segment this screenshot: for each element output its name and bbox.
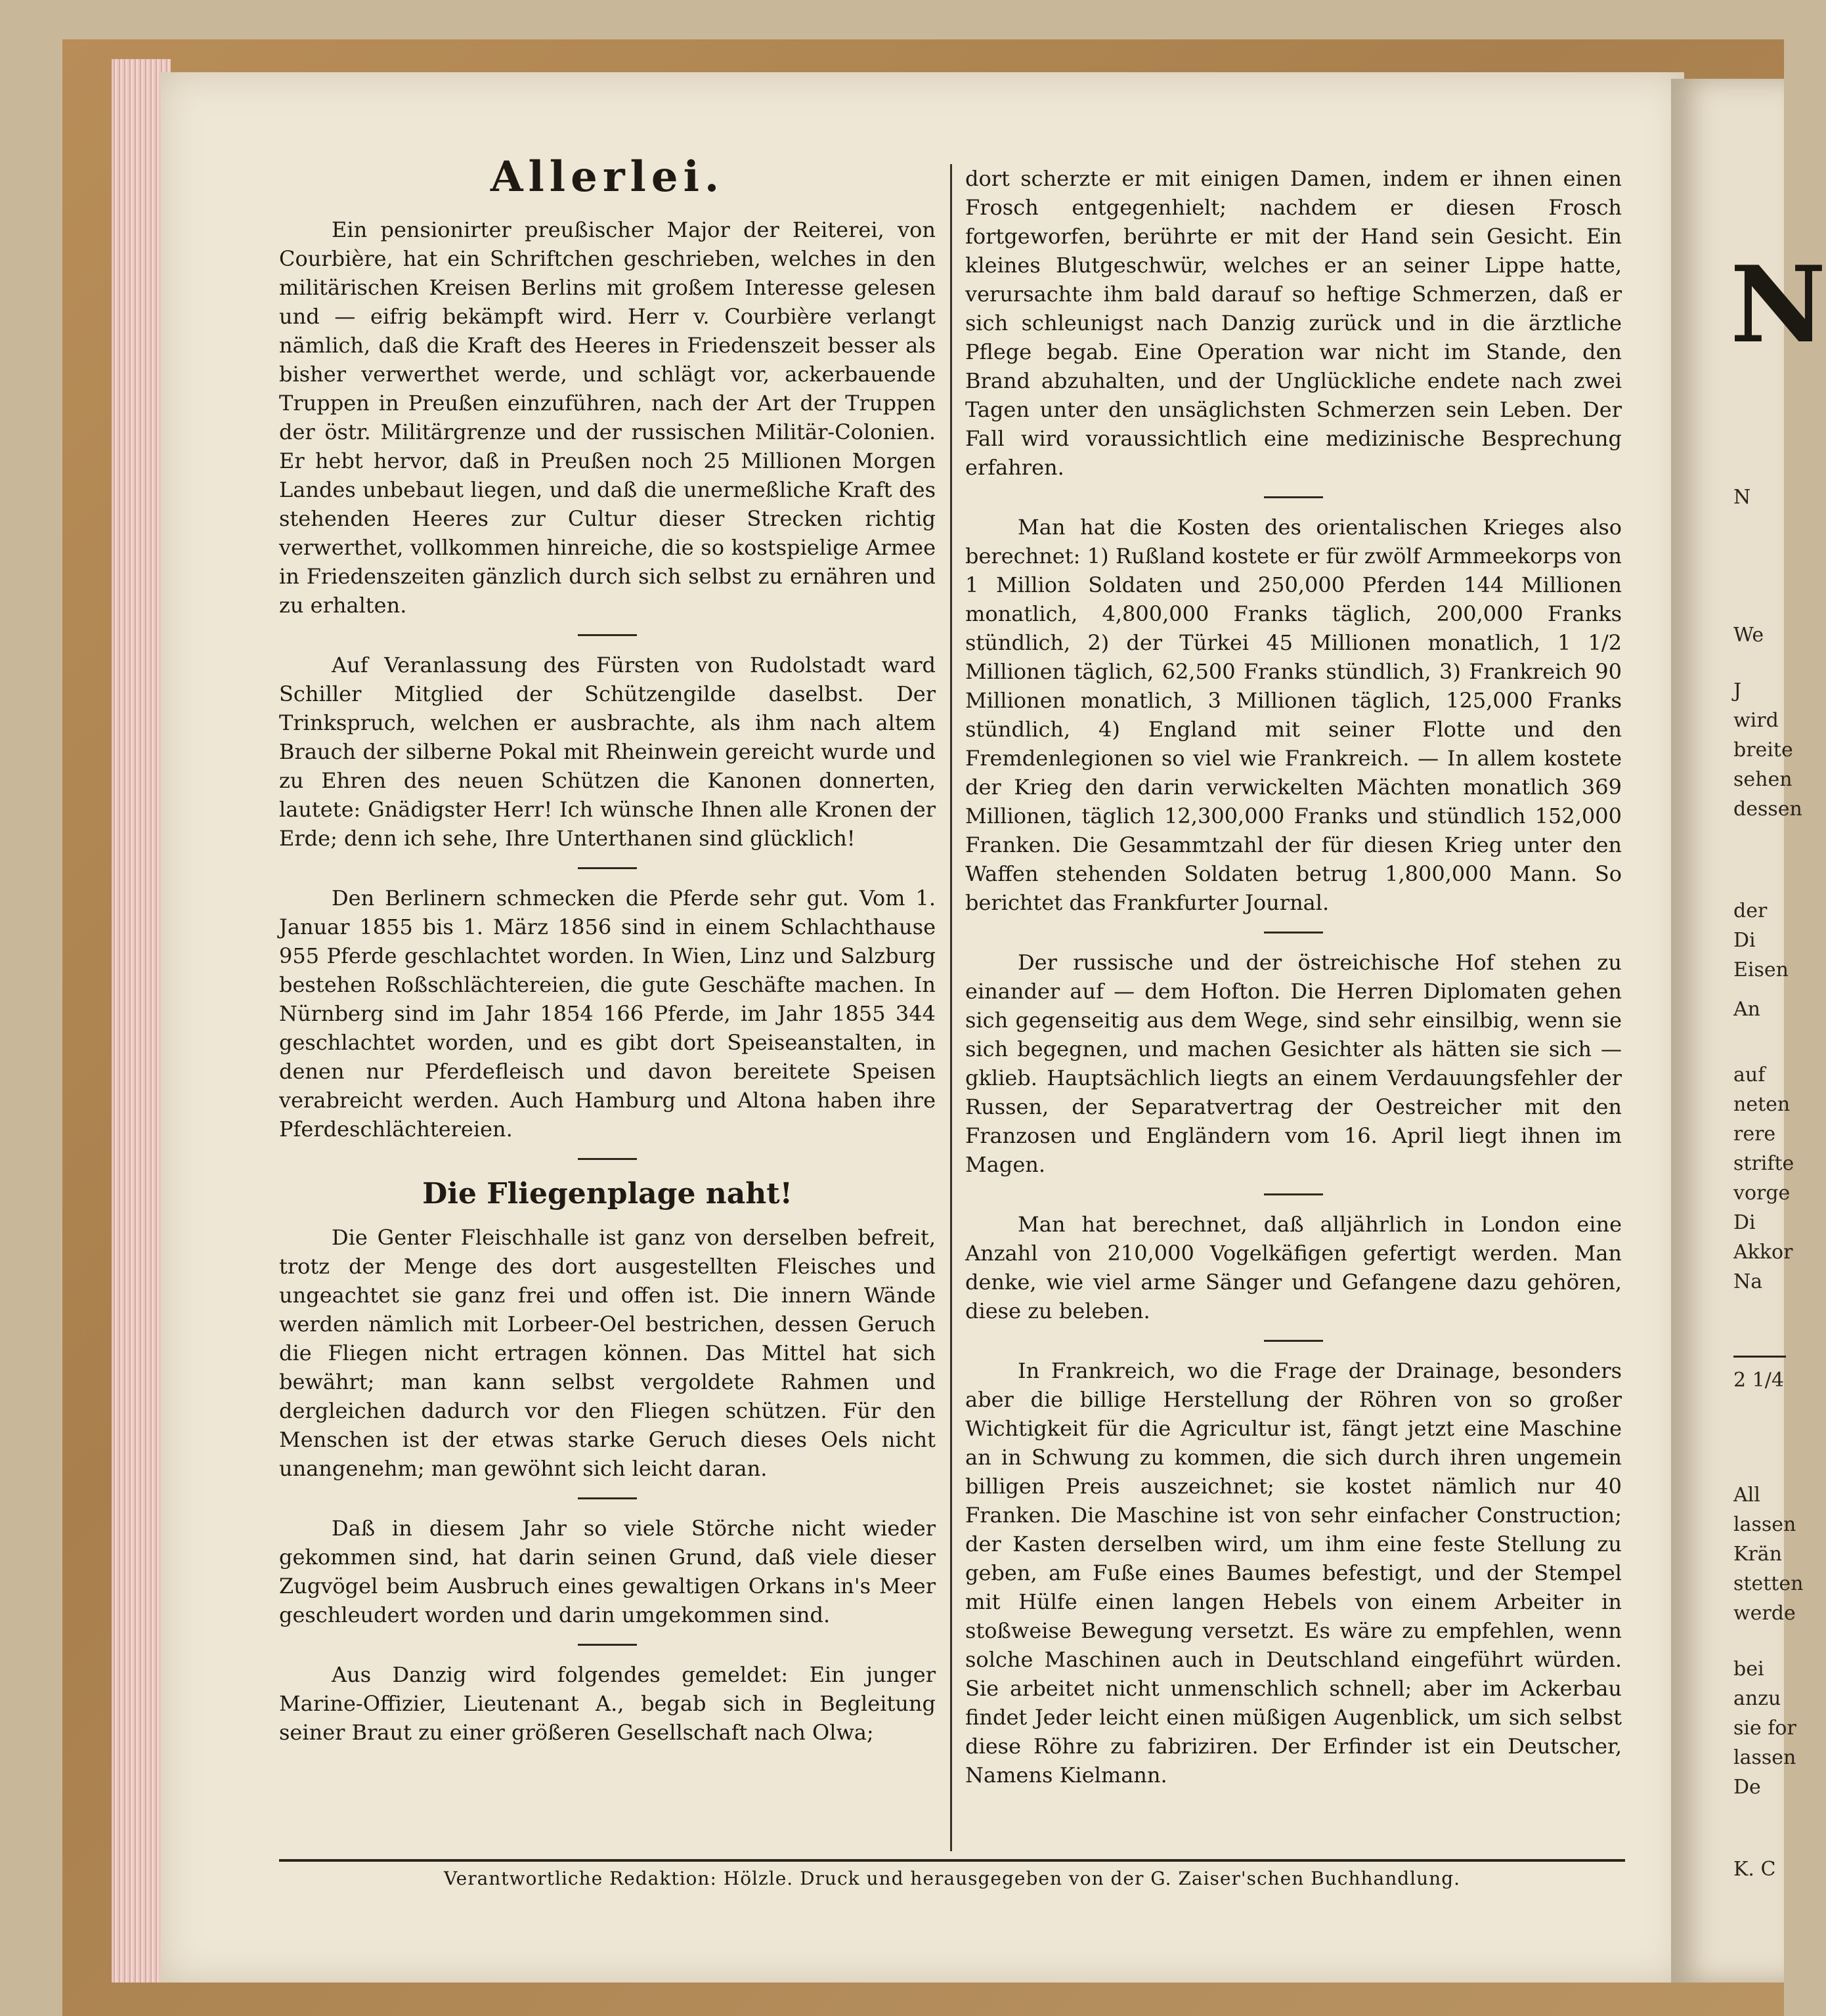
article-separator	[1264, 932, 1323, 933]
adjacent-fragment: Di	[1733, 929, 1756, 952]
adjacent-fragment: der	[1733, 899, 1768, 922]
article-schiller: Auf Veranlassung des Fürsten von Rudolstadt ward Schiller Mitglied der Schützengilde daselbst. Der Trinkspruch, welchen er ausbrachte, als ihm nach altem Brauch der silberne Pokal mit Rheinwein gereicht wurde und zu Ehren des neuen Schützen die Kanonen donnerten, lautete: Gnädigster Herr! Ich wünsche Ihnen alle Kronen der Erde; denn ich sehe, Ihre Unterthanen sind glücklich!	[279, 653, 936, 851]
adjacent-fragment: lassen	[1733, 1513, 1796, 1536]
article-separator	[1264, 1340, 1323, 1342]
column-divider	[950, 164, 952, 1851]
footer-rule	[279, 1859, 1625, 1862]
adjacent-fragment: anzu	[1733, 1687, 1781, 1710]
article-danzig-continued: dort scherzte er mit einigen Damen, indem er ihnen einen Frosch entgegenhielt; nachdem er diesen Frosch fortgeworfen, berührte er mit der Hand sein Gesicht. Ein kleines Blutgeschwür, welches er an seiner Lippe hatte, verursachte ihm bald darauf so heftige Schmerzen, daß er sich schleunigst nach Danzig zurück und in die ärztliche Pflege begab. Eine Operation war nicht im Stande, den Brand abzuhalten, und der Unglückliche endete nach zwei Tagen unter den unsäglichsten Schmerzen sein Leben. Der Fall wird voraussichtlich eine medizinische Besprechung erfahren.	[965, 166, 1622, 480]
adjacent-fragment: wird	[1733, 709, 1779, 732]
adjacent-fragment: N	[1733, 486, 1751, 509]
right-column	[965, 164, 1622, 1796]
adjacent-fragment: An	[1733, 998, 1760, 1021]
adjacent-fragment: All	[1733, 1484, 1760, 1507]
article-separator	[578, 634, 637, 636]
adjacent-fragment: lassen	[1733, 1746, 1796, 1769]
article-separator	[1264, 496, 1323, 498]
article-separator	[578, 1644, 637, 1646]
article-stoerche: Daß in diesem Jahr so viele Störche nicht wieder gekommen sind, hat darin seinen Grund, daß viele dieser Zugvögel beim Ausbruch eines gewaltigen Orkans in's Meer geschleudert worden und darin umgekommen sind.	[279, 1516, 936, 1627]
article-fliegenplage: Die Genter Fleischhalle ist ganz von derselben befreit, trotz der Menge des dort ausgestellten Fleisches und ungeachtet sie ganz frei und offen ist. Die innern Wände werden nämlich mit Lorbeer-Oel bestrichen, dessen Geruch die Fliegen nicht ertragen können. Das Mittel hat sich bewährt; man kann selbst vergoldete Rahmen und dergleichen dadurch vor den Fliegen schützen. Für den Menschen ist der etwas starke Geruch dieses Oels nicht unangenehm; man gewöhnt sich leicht daran.	[279, 1225, 936, 1481]
adjacent-fragment: sie for	[1733, 1717, 1796, 1740]
article-kriegskosten: Man hat die Kosten des orientalischen Krieges also berechnet: 1) Rußland kostete er für zwölf Armmeekorps von 1 Million Soldaten und 250,000 Pferden 144 Millionen monatlich, 4,800,000 Franks täglich, 200,000 Franks stündlich, 2) der Türkei 45 Millionen monatlich, 1 1/2 Millionen täglich, 62,500 Franks stündlich, 3) Frankreich 90 Millionen monatlich, 3 Millionen täglich, 125,000 Franks stündlich, 4) England mit seiner Flotte und den Fremdenlegionen so viel wie Frankreich. — In allem kostete der Krieg den darin verwickelten Mächten monatlich 369 Millionen, täglich 12,300,000 Franks und stündlich 152,000 Franken. Die Gesammtzahl der für diesen Krieg unter den Waffen stehenden Soldaten betrug 1,800,000 Mann. So berichtet das Frankfurter Journal.	[965, 515, 1622, 915]
section-title: Allerlei.	[490, 152, 725, 202]
article-danzig: Aus Danzig wird folgendes gemeldet: Ein junger Marine-Offizier, Lieutenant A., begab sich in Begleitung seiner Braut zu einer größeren Gesellschaft nach Olwa;	[279, 1662, 936, 1745]
adjacent-fragment: werde	[1733, 1602, 1796, 1625]
adjacent-fragment: strifte	[1733, 1152, 1794, 1175]
adjacent-fragment: Di	[1733, 1211, 1756, 1234]
adjacent-fragment: Krän	[1733, 1543, 1782, 1566]
article-pferde: Den Berlinern schmecken die Pferde sehr gut. Vom 1. Januar 1855 bis 1. März 1856 sind in einem Schlachthause 955 Pferde geschlachtet worden. In Wien, Linz und Salzburg bestehen Roßschlächtereien, die gute Geschäfte machen. In Nürnberg sind im Jahr 1854 166 Pferde, im Jahr 1855 344 geschlachtet worden, und es gibt dort Speiseanstalten, in denen nur Pferdefleisch und davon bereitete Speisen verabreicht werden. Auch Hamburg und Altona haben ihre Pferdeschlächtereien.	[279, 886, 936, 1142]
adjacent-fragment: De	[1733, 1776, 1761, 1799]
adjacent-fragment: bei	[1733, 1658, 1764, 1681]
article-vogelkaefige: Man hat berechnet, daß alljährlich in London eine Anzahl von 210,000 Vogelkäfigen gefertigt werden. Man denke, wie viel arme Sänger und Gefangene dazu gehören, diese zu beleben.	[965, 1212, 1622, 1323]
adjacent-fragment: auf	[1733, 1063, 1766, 1086]
article-hofton: Der russische und der östreichische Hof stehen zu einander auf — dem Hofton. Die Herren Diplomaten gehen sich gegenseitig aus dem Wege, sind sehr einsilbig, wenn sie sich begegnen, und machen Gesichter als hätten sie sich — gklieb. Hauptsächlich liegts an einem Verdauungsfehler der Russen, der Separatvertrag der Oestreicher mit den Franzosen und Engländern vom 16. April liegt ihnen im Magen.	[965, 950, 1622, 1177]
article-courbiere: Ein pensionirter preußischer Major der Reiterei, von Courbière, hat ein Schriftchen geschrieben, welches in den militärischen Kreisen Berlins mit großem Interesse gelesen und — eifrig bekämpft wird. Herr v. Courbière verlangt nämlich, daß die Kraft des Heeres in Friedenszeit besser als bisher verwerthet werde, und schlägt vor, ackerbauende Truppen in Preußen einzuführen, nach der Art der Truppen der östr. Militärgrenze und der russischen Militär-Colonien. Er hebt hervor, daß in Preußen noch 25 Millionen Morgen Landes unbebaut liegen, und daß die unermeßliche Kraft des stehenden Heeres zur Cultur dieser Strecken richtig verwerthet, vollkommen hinreiche, die so kostspielige Armee in Friedenszeiten gänzlich durch sich selbst zu ernähren und zu erhalten.	[279, 217, 936, 618]
adjacent-fragment: We	[1733, 624, 1764, 647]
left-column	[279, 151, 936, 1753]
adjacent-fragment: stetten	[1733, 1572, 1804, 1595]
article-separator	[578, 867, 637, 869]
adjacent-page-initial: N	[1730, 243, 1826, 366]
adjacent-fragment: sehen	[1733, 768, 1793, 791]
adjacent-rule	[1733, 1356, 1786, 1358]
adjacent-fragment: 2 1/4	[1733, 1369, 1784, 1392]
adjacent-fragment: J	[1733, 679, 1742, 702]
adjacent-fragment: vorge	[1733, 1182, 1791, 1205]
adjacent-fragment: K. C	[1733, 1858, 1776, 1881]
adjacent-fragment: Na	[1733, 1270, 1763, 1293]
article-drainage: In Frankreich, wo die Frage der Drainage, besonders aber die billige Herstellung der Röhren von so großer Wichtigkeit für die Agricultur ist, fängt jetzt eine Maschine an in Schwung zu kommen, die sich durch ihren ungemein billigen Preis auszeichnet; sie kostet nämlich nur 40 Franken. Die Maschine ist von sehr einfacher Construction; der Kasten derselben wird, um ihm eine feste Stellung zu geben, am Fuße eines Baumes befestigt, und der Stempel mit Hülfe einen langen Hebels von einem Arbeiter in stoßweise Bewegung versetzt. Es wäre zu empfehlen, wenn solche Maschinen auch in Deutschland eingeführt würden. Sie arbeitet nicht unmenschlich schnell; aber im Ackerbau findet Jeder leicht einen müßigen Augenblick, um sich selbst diese Röhre zu fabriziren. Der Erfinder ist ein Deutscher, Namens Kielmann.	[965, 1358, 1622, 1788]
imprint-footer: Verantwortliche Redaktion: Hölzle. Druck und herausgegeben von der G. Zaiser'schen Buchhandlung.	[443, 1868, 1461, 1889]
adjacent-fragment: Eisen	[1733, 958, 1789, 981]
adjacent-fragment: rere	[1733, 1123, 1776, 1146]
article-separator	[1264, 1193, 1323, 1195]
adjacent-fragment: dessen	[1733, 798, 1802, 821]
article-separator	[578, 1497, 637, 1499]
adjacent-fragment: neten	[1733, 1093, 1791, 1116]
article-heading-fliegenplage: Die Fliegenplage naht!	[422, 1177, 793, 1211]
adjacent-fragment: breite	[1733, 739, 1793, 761]
adjacent-fragment: Akkor	[1733, 1241, 1793, 1264]
article-separator	[578, 1158, 637, 1160]
adjacent-page	[1671, 79, 1826, 1983]
